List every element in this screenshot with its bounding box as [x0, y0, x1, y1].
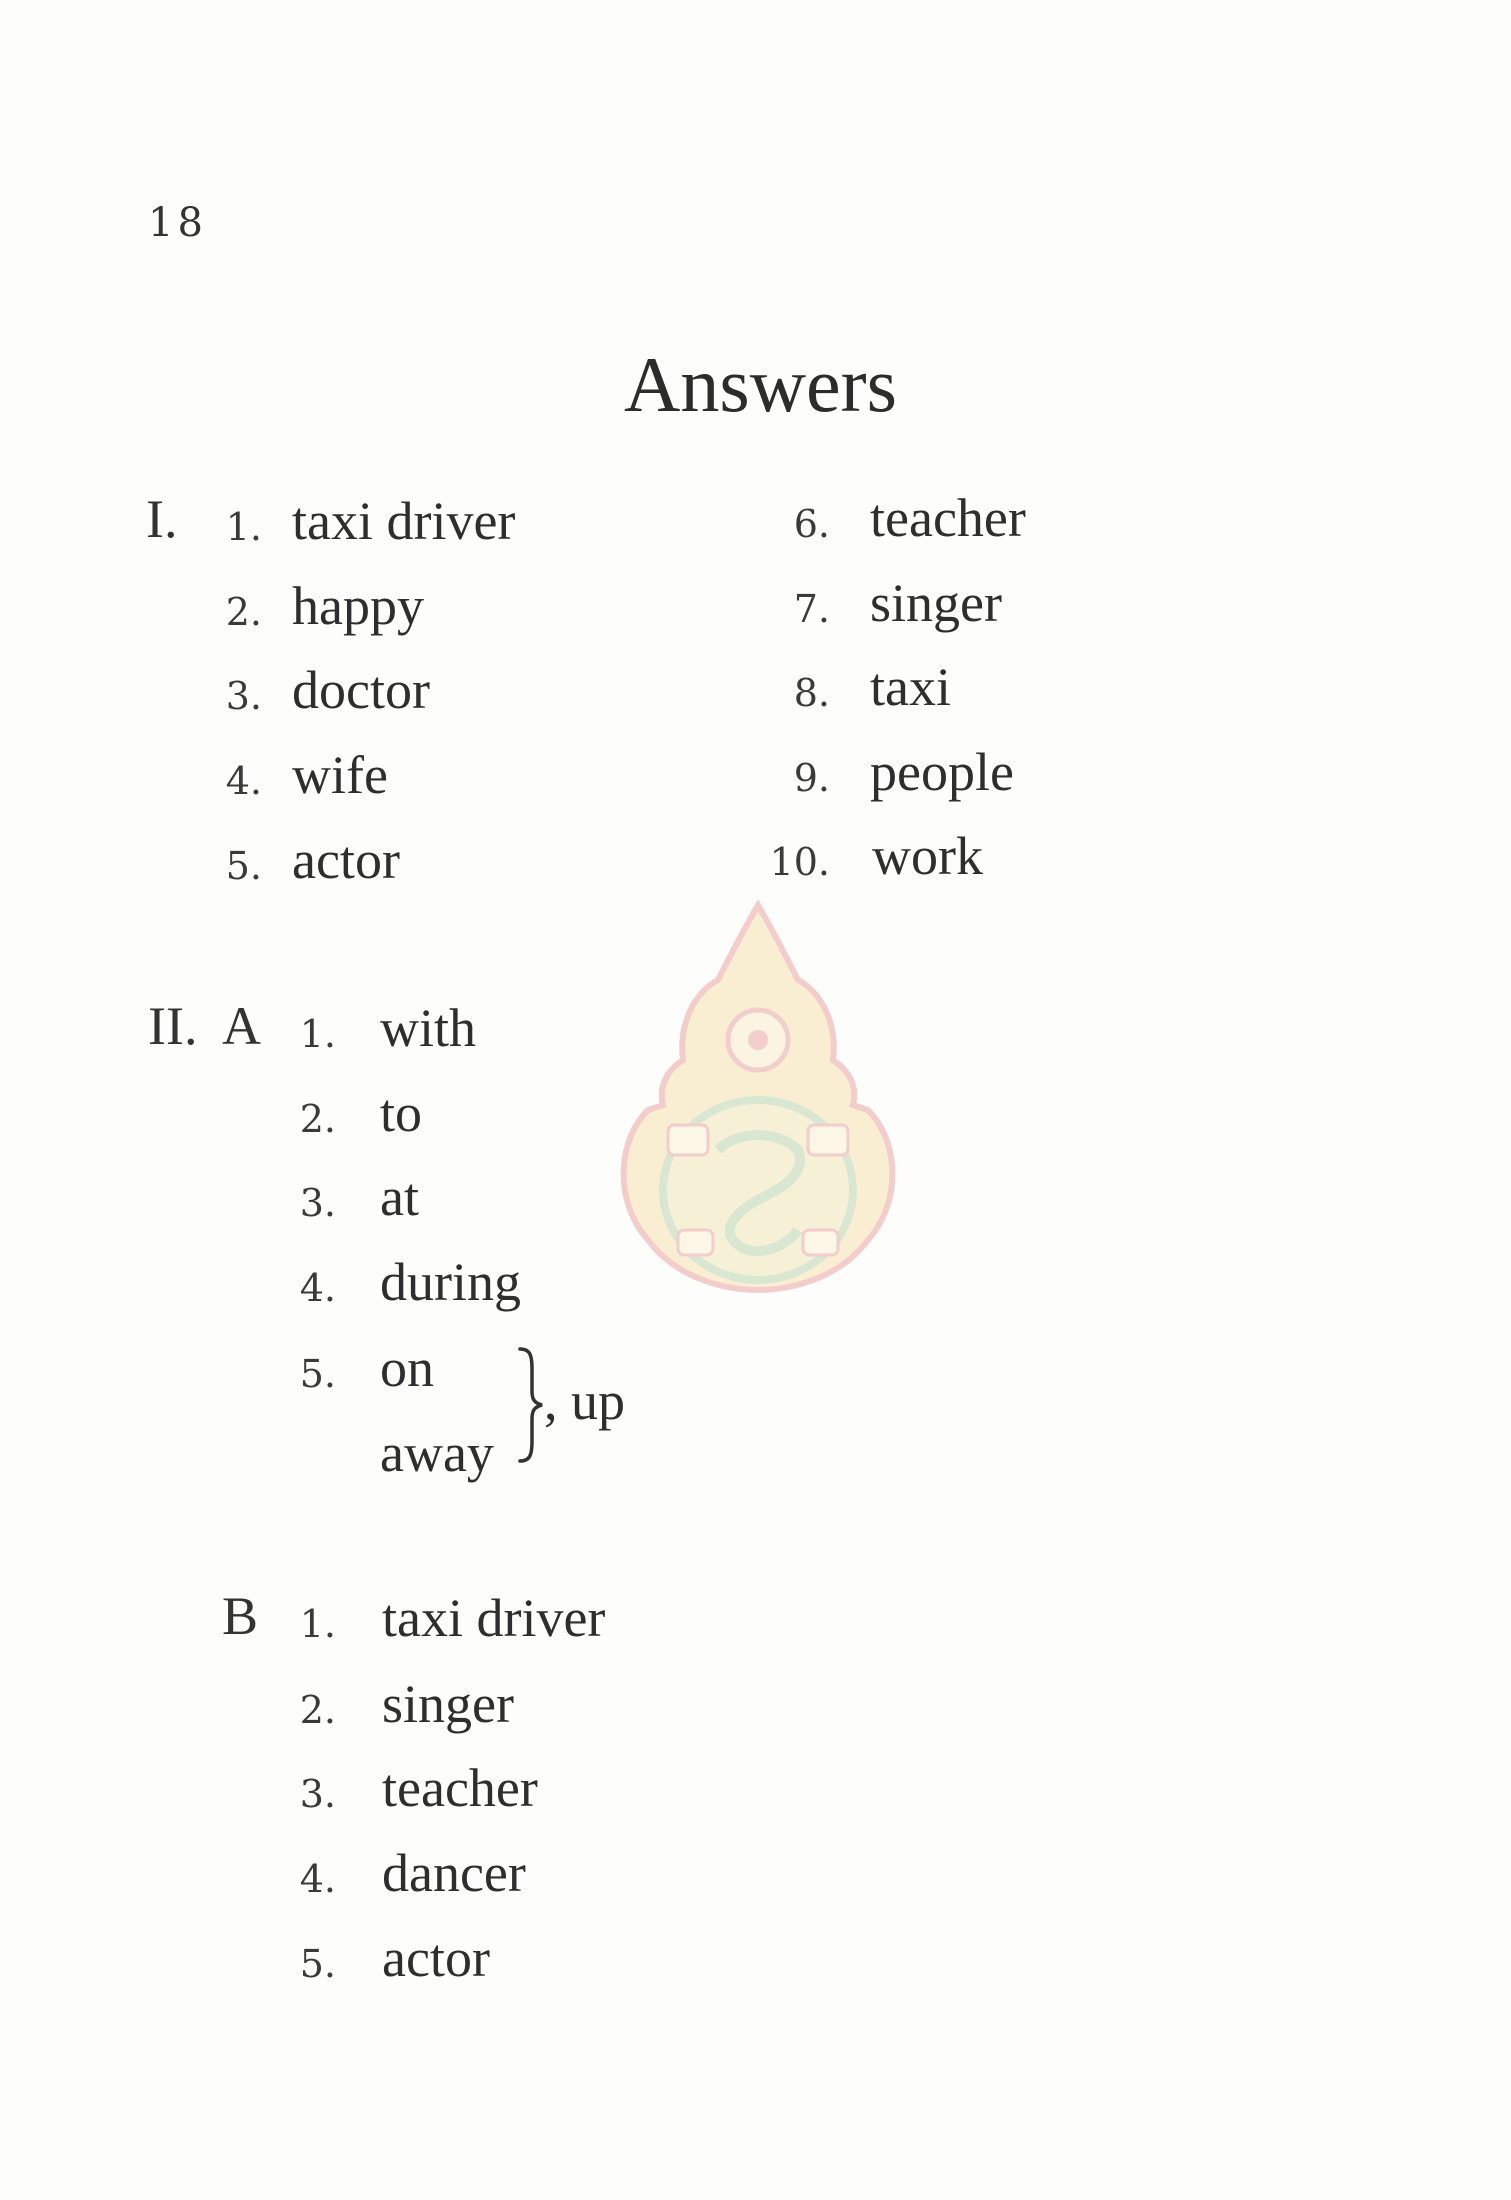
s1-item-6-number: 6.: [793, 502, 830, 546]
s2b-item-2-number: 2.: [299, 1688, 336, 1732]
s2a-item-1-answer: with: [380, 998, 477, 1058]
s2a-item-5-second-answer: away: [380, 1423, 494, 1483]
page-number: 18: [148, 200, 207, 246]
s1-item-1-answer: taxi driver: [292, 491, 516, 551]
s1-item-4-answer: wife: [292, 745, 388, 805]
s1-item-9-answer: people: [870, 742, 1014, 802]
s1-item-5-number: 5.: [225, 844, 262, 888]
s2a-item-2-answer: to: [380, 1083, 423, 1143]
s2b-item-1-answer: taxi driver: [382, 1588, 606, 1648]
page-title-text: Answers: [624, 341, 897, 428]
section-2a-label: A: [222, 996, 261, 1056]
s1-item-9-number: 9.: [793, 756, 830, 800]
s1-item-2-number: 2.: [225, 590, 262, 634]
s1-item-1-number: 1.: [225, 505, 262, 549]
s1-item-7-answer: singer: [870, 573, 1002, 633]
s2a-item-2-number: 2.: [299, 1097, 336, 1141]
section-2-label: II.: [148, 996, 198, 1056]
s2a-item-5-answer: on: [380, 1338, 434, 1398]
s1-item-5-answer: actor: [292, 830, 400, 890]
section-1-label: I.: [146, 489, 178, 549]
s1-item-10-number: 10.: [769, 840, 830, 884]
s2b-item-4-number: 4.: [299, 1857, 336, 1901]
s2a-item-3-answer: at: [380, 1167, 419, 1227]
page-title: [0, 340, 1511, 430]
s2b-item-5-number: 5.: [299, 1942, 336, 1986]
seal-emblem-icon: [608, 900, 908, 1300]
s2a-item-5-number: 5.: [299, 1352, 336, 1396]
s2b-item-5-answer: actor: [382, 1928, 490, 1988]
s1-item-3-answer: doctor: [292, 660, 430, 720]
s1-item-3-number: 3.: [225, 674, 262, 718]
s2b-item-2-answer: singer: [382, 1674, 514, 1734]
s2b-item-4-answer: dancer: [382, 1843, 526, 1903]
s1-item-4-number: 4.: [225, 759, 262, 803]
s2a-item-4-answer: during: [380, 1252, 521, 1312]
s2a-item-4-number: 4.: [299, 1266, 336, 1310]
s2a-item-3-number: 3.: [299, 1181, 336, 1225]
s1-item-8-answer: taxi: [870, 657, 951, 717]
s2b-item-3-answer: teacher: [382, 1758, 538, 1818]
s2a-item-5-brace-suffix: , up: [544, 1371, 625, 1431]
s2a-item-1-number: 1.: [299, 1012, 336, 1056]
section-2b-label: B: [222, 1586, 259, 1646]
s1-item-10-answer: work: [872, 826, 983, 886]
s1-item-8-number: 8.: [793, 671, 830, 715]
s2b-item-3-number: 3.: [299, 1772, 336, 1816]
right-brace-icon: [516, 1345, 546, 1465]
s1-item-7-number: 7.: [793, 587, 830, 631]
s1-item-6-answer: teacher: [870, 488, 1026, 548]
s1-item-2-answer: happy: [292, 576, 424, 636]
s2b-item-1-number: 1.: [299, 1602, 336, 1646]
